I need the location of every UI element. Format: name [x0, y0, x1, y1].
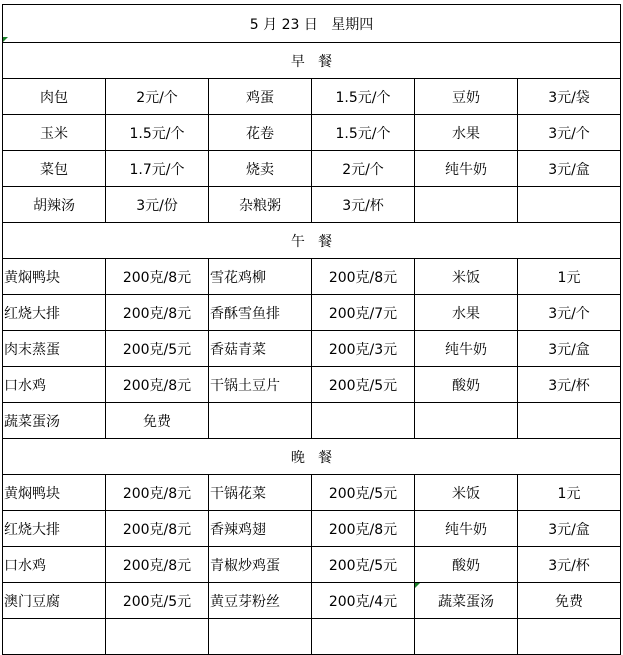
dish-name-cell [209, 619, 312, 655]
menu-row [3, 367, 621, 403]
dish-price-cell: 3元/个 [518, 295, 621, 331]
dish-price-cell: 3元/盒 [518, 511, 621, 547]
dish-name-cell: 玉米 [3, 115, 106, 151]
meal-section-title: 早 餐 [3, 43, 621, 79]
section-header-row [3, 223, 621, 259]
dish-price-cell: 1.7元/个 [106, 151, 209, 187]
dish-price-cell [518, 187, 621, 223]
dish-price-cell: 200克/8元 [312, 259, 415, 295]
dish-name-cell: 香辣鸡翅 [209, 511, 312, 547]
dish-name-cell [209, 403, 312, 439]
dish-name-cell: 澳门豆腐 [3, 583, 106, 619]
dish-price-cell: 2元/个 [106, 79, 209, 115]
dish-price-cell: 200克/8元 [106, 295, 209, 331]
dish-price-cell: 3元/杯 [312, 187, 415, 223]
menu-row [3, 187, 621, 223]
dish-price-cell: 3元/盒 [518, 151, 621, 187]
dish-price-cell: 200克/8元 [106, 259, 209, 295]
dish-name-cell: 纯牛奶 [415, 331, 518, 367]
dish-price-cell: 200克/7元 [312, 295, 415, 331]
dish-name-cell: 烧卖 [209, 151, 312, 187]
dish-name-cell: 纯牛奶 [415, 151, 518, 187]
dish-price-cell: 200克/8元 [106, 547, 209, 583]
dish-price-cell: 200克/3元 [312, 331, 415, 367]
dish-price-cell: 200克/5元 [312, 547, 415, 583]
dish-name-cell: 干锅花菜 [209, 475, 312, 511]
dish-name-cell: 菜包 [3, 151, 106, 187]
menu-row [3, 475, 621, 511]
dish-price-cell [106, 619, 209, 655]
dish-name-cell: 水果 [415, 115, 518, 151]
dish-price-cell: 200克/5元 [312, 367, 415, 403]
dish-name-cell: 干锅土豆片 [209, 367, 312, 403]
menu-row [3, 259, 621, 295]
dish-name-cell: 红烧大排 [3, 295, 106, 331]
dish-name-cell: 香酥雪鱼排 [209, 295, 312, 331]
dish-name-cell: 黄焖鸭块 [3, 475, 106, 511]
date-title: 5 月 23 日 星期四 [3, 5, 621, 43]
dish-price-cell: 200克/5元 [106, 331, 209, 367]
dish-name-cell: 米饭 [415, 475, 518, 511]
meal-section-title: 午 餐 [3, 223, 621, 259]
dish-price-cell: 200克/4元 [312, 583, 415, 619]
meal-section-title: 晚 餐 [3, 439, 621, 475]
dish-name-cell: 肉末蒸蛋 [3, 331, 106, 367]
dish-price-cell: 3元/杯 [518, 367, 621, 403]
menu-table [2, 4, 621, 655]
menu-row [3, 583, 621, 619]
dish-price-cell: 200克/8元 [106, 511, 209, 547]
dish-name-cell: 口水鸡 [3, 547, 106, 583]
dish-price-cell: 3元/袋 [518, 79, 621, 115]
menu-row [3, 115, 621, 151]
dish-name-cell [415, 187, 518, 223]
menu-row [3, 403, 621, 439]
dish-name-cell: 红烧大排 [3, 511, 106, 547]
menu-row [3, 547, 621, 583]
dish-price-cell [518, 619, 621, 655]
menu-row [3, 295, 621, 331]
menu-row [3, 331, 621, 367]
menu-row [3, 79, 621, 115]
dish-price-cell: 1.5元/个 [312, 115, 415, 151]
dish-name-cell: 香菇青菜 [209, 331, 312, 367]
dish-price-cell: 免费 [518, 583, 621, 619]
dish-name-cell: 口水鸡 [3, 367, 106, 403]
dish-price-cell: 1.5元/个 [312, 79, 415, 115]
dish-price-cell: 200克/8元 [312, 511, 415, 547]
dish-name-cell: 黄焖鸭块 [3, 259, 106, 295]
menu-row [3, 151, 621, 187]
dish-price-cell: 2元/个 [312, 151, 415, 187]
dish-price-cell: 3元/盒 [518, 331, 621, 367]
dish-price-cell [518, 403, 621, 439]
dish-name-cell: 米饭 [415, 259, 518, 295]
dish-price-cell: 1.5元/个 [106, 115, 209, 151]
dish-price-cell: 1元 [518, 259, 621, 295]
dish-price-cell: 1元 [518, 475, 621, 511]
dish-price-cell: 200克/5元 [106, 583, 209, 619]
dish-name-cell: 胡辣汤 [3, 187, 106, 223]
title-row [3, 5, 621, 43]
dish-name-cell: 鸡蛋 [209, 79, 312, 115]
dish-price-cell: 200克/8元 [106, 475, 209, 511]
dish-name-cell: 杂粮粥 [209, 187, 312, 223]
dish-name-cell: 水果 [415, 295, 518, 331]
dish-name-cell: 纯牛奶 [415, 511, 518, 547]
dish-name-cell: 雪花鸡柳 [209, 259, 312, 295]
menu-sheet [2, 4, 621, 655]
dish-name-cell: 酸奶 [415, 547, 518, 583]
dish-name-cell: 花卷 [209, 115, 312, 151]
dish-price-cell [312, 403, 415, 439]
dish-name-cell: 豆奶 [415, 79, 518, 115]
menu-row [3, 511, 621, 547]
section-header-row [3, 43, 621, 79]
dish-name-cell: 蔬菜蛋汤 [415, 583, 518, 619]
cell-comment-marker-icon [415, 583, 420, 588]
dish-name-cell [3, 619, 106, 655]
cell-comment-marker-icon [3, 37, 8, 42]
dish-name-cell: 蔬菜蛋汤 [3, 403, 106, 439]
dish-name-cell: 肉包 [3, 79, 106, 115]
dish-name-cell [415, 403, 518, 439]
dish-name-cell: 青椒炒鸡蛋 [209, 547, 312, 583]
dish-price-cell [312, 619, 415, 655]
dish-name-cell [415, 619, 518, 655]
dish-price-cell: 免费 [106, 403, 209, 439]
menu-row [3, 619, 621, 655]
dish-name-cell: 黄豆芽粉丝 [209, 583, 312, 619]
dish-price-cell: 200克/8元 [106, 367, 209, 403]
dish-price-cell: 3元/个 [518, 115, 621, 151]
dish-price-cell: 3元/杯 [518, 547, 621, 583]
dish-price-cell: 200克/5元 [312, 475, 415, 511]
dish-price-cell: 3元/份 [106, 187, 209, 223]
dish-name-cell: 酸奶 [415, 367, 518, 403]
section-header-row [3, 439, 621, 475]
